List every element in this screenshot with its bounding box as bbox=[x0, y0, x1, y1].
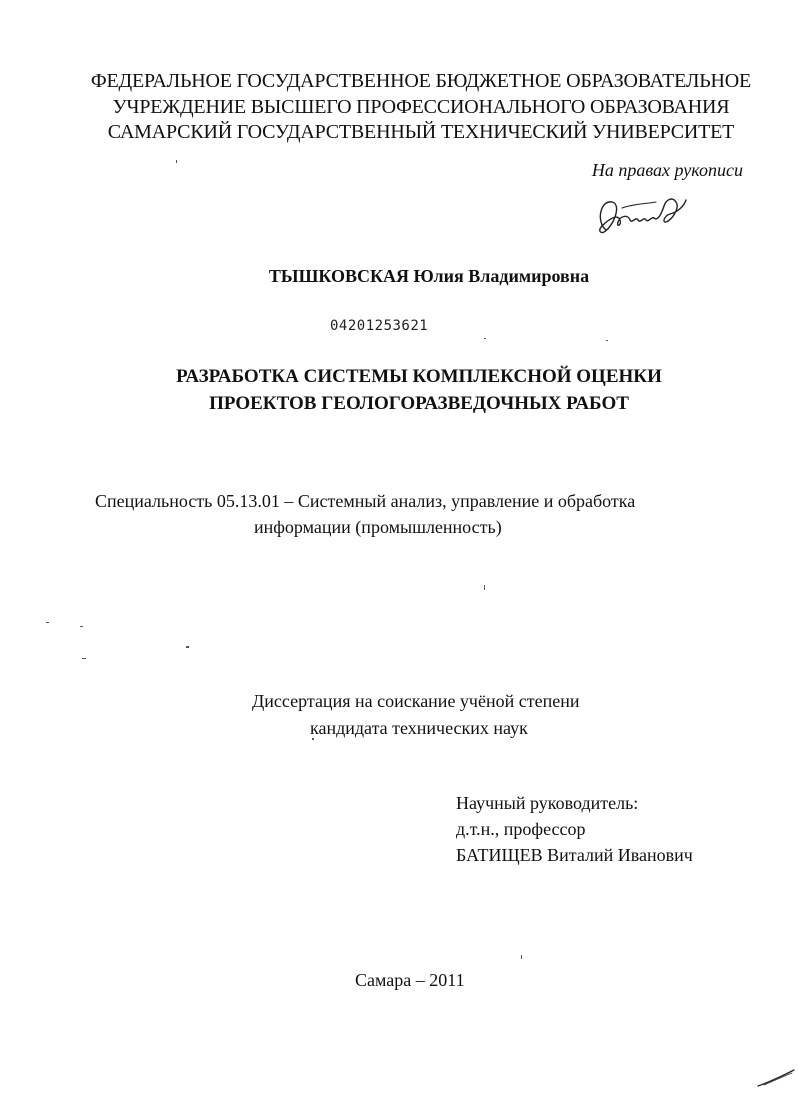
institution-line-3: САМАРСКИЙ ГОСУДАРСТВЕННЫЙ ТЕХНИЧЕСКИЙ УНИВЕРСИТЕТ bbox=[107, 121, 735, 143]
manuscript-note: На правах рукописи bbox=[591, 160, 743, 180]
scan-speck bbox=[176, 160, 177, 163]
scan-speck bbox=[521, 955, 522, 959]
dissertation-line-1: Диссертация на соискание учёной степени bbox=[252, 691, 580, 711]
supervisor-degree: д.т.н., профессор bbox=[456, 819, 586, 839]
thesis-title-line-2: ПРОЕКТОВ ГЕОЛОГОРАЗВЕДОЧНЫХ РАБОТ bbox=[209, 393, 629, 414]
thesis-title-line-1: РАЗРАБОТКА СИСТЕМЫ КОМПЛЕКСНОЙ ОЦЕНКИ bbox=[176, 366, 662, 387]
scan-speck bbox=[80, 626, 83, 627]
scan-speck bbox=[484, 338, 486, 339]
specialty-line-1: Специальность 05.13.01 – Системный анализ, управление и обработка bbox=[95, 491, 636, 511]
city-year: Самара – 2011 bbox=[355, 970, 465, 990]
pen-stroke bbox=[756, 1066, 796, 1088]
supervisor-label: Научный руководитель: bbox=[456, 793, 639, 813]
specialty-line-2: информации (промышленность) bbox=[254, 517, 502, 537]
library-code: 04201253621 bbox=[330, 318, 429, 334]
scan-speck bbox=[484, 585, 485, 590]
supervisor-name: БАТИЩЕВ Виталий Иванович bbox=[456, 845, 693, 865]
scan-speck bbox=[82, 658, 86, 659]
institution-line-1: ФЕДЕРАЛЬНОЕ ГОСУДАРСТВЕННОЕ БЮДЖЕТНОЕ ОБРАЗОВАТЕЛЬНОЕ bbox=[90, 70, 752, 92]
scan-speck bbox=[606, 340, 608, 341]
scan-speck bbox=[312, 738, 314, 740]
scan-speck bbox=[46, 622, 49, 623]
signature bbox=[592, 192, 692, 238]
institution-line-2: УЧРЕЖДЕНИЕ ВЫСШЕГО ПРОФЕССИОНАЛЬНОГО ОБРАЗОВАНИЯ bbox=[112, 96, 730, 118]
author-name: ТЫШКОВСКАЯ Юлия Владимировна bbox=[268, 266, 590, 286]
scan-speck bbox=[186, 646, 189, 648]
dissertation-line-2: кандидата технических наук bbox=[310, 718, 528, 738]
